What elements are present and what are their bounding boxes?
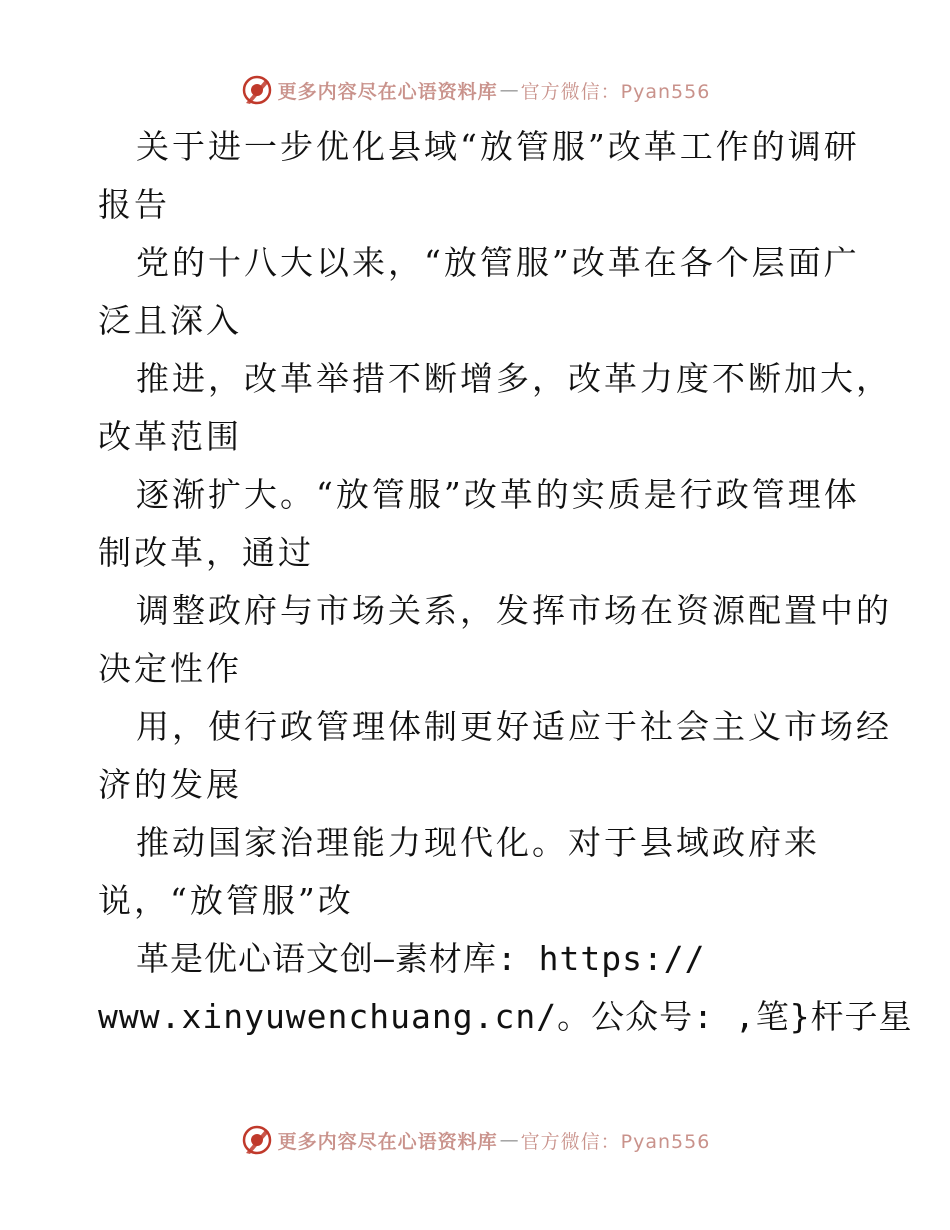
text-line: 泛且深入 bbox=[98, 301, 242, 340]
quill-logo-icon bbox=[240, 73, 274, 107]
text-line: 济的发展 bbox=[98, 765, 242, 804]
watermark-separator: — bbox=[499, 1129, 519, 1151]
watermark-text: 更多内容尽在心语资料库 bbox=[277, 80, 498, 103]
text-line: 关于进一步优化县域“放管服”改革工作的调研 bbox=[136, 127, 860, 166]
watermark-contact: 官方微信：Pyan556 bbox=[520, 1130, 711, 1153]
text-line: 说，“放管服”改 bbox=[98, 881, 354, 920]
text-line: www.xinyuwenchuang.cn/。公众号: ,笔}杆子星 bbox=[98, 997, 913, 1036]
footer-watermark-banner bbox=[0, 1120, 950, 1160]
text-line: 用，使行政管理体制更好适应于社会主义市场经 bbox=[136, 707, 892, 746]
text-line: 推动国家治理能力现代化。对于县域政府来 bbox=[136, 823, 820, 862]
text-line: 革是优心语文创—素材库: https:// bbox=[136, 939, 706, 978]
document-body bbox=[98, 118, 913, 1046]
text-line: 改革范围 bbox=[98, 417, 242, 456]
watermark-contact: 官方微信：Pyan556 bbox=[520, 80, 711, 103]
text-line: 决定性作 bbox=[98, 649, 242, 688]
text-line: 推进，改革举措不断增多，改革力度不断加大， bbox=[136, 359, 892, 398]
text-line: 调整政府与市场关系，发挥市场在资源配置中的 bbox=[136, 591, 892, 630]
text-line: 制改革，通过 bbox=[98, 533, 314, 572]
header-watermark-banner bbox=[0, 70, 950, 110]
text-line: 党的十八大以来，“放管服”改革在各个层面广 bbox=[136, 243, 860, 282]
text-line: 逐渐扩大。“放管服”改革的实质是行政管理体 bbox=[136, 475, 860, 514]
watermark-separator: — bbox=[499, 79, 519, 101]
watermark-text: 更多内容尽在心语资料库 bbox=[277, 1130, 498, 1153]
quill-logo-icon bbox=[240, 1123, 274, 1157]
text-line: 报告 bbox=[98, 185, 170, 224]
